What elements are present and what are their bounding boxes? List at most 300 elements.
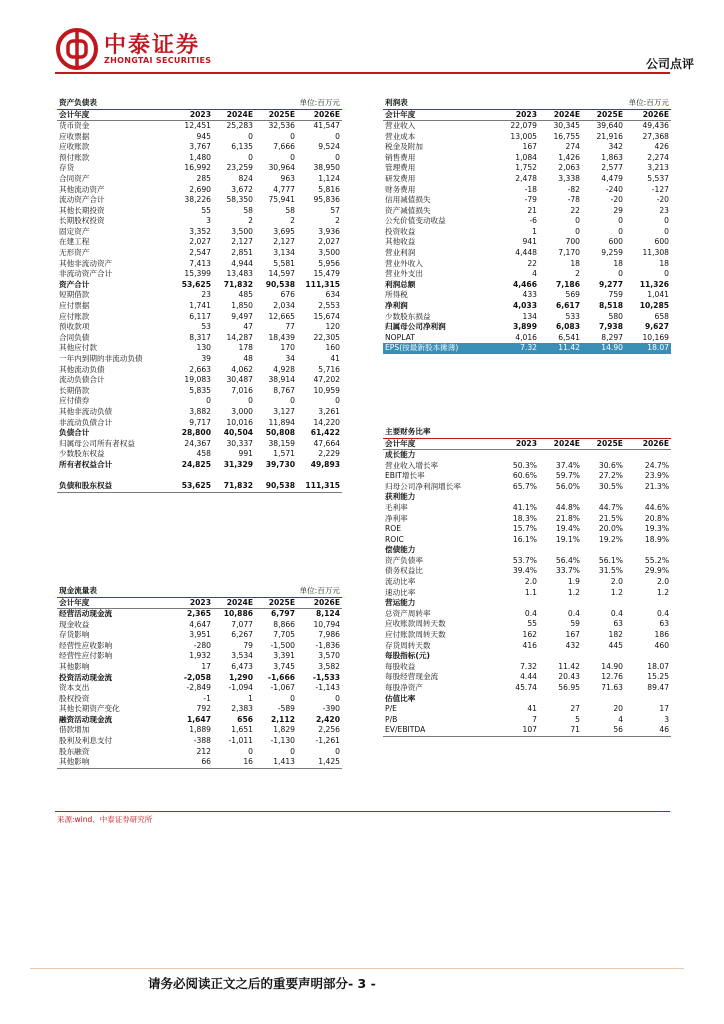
row-value: 23,259 [226,163,254,173]
table-row [383,216,671,227]
row-value: 3,134 [273,248,296,258]
row-value [213,471,255,482]
row-value: 3,899 [512,322,537,332]
row-value: 15.25 [647,672,670,682]
row-label: 现金收益 [59,619,90,629]
table-row [57,153,342,164]
row-value: 46 [625,725,671,736]
row-value: 2,027 [189,237,211,247]
table-title: 主要财务比率 [383,427,671,438]
row-label: ROIC [385,534,404,544]
row-value: 58 [285,205,296,215]
row-value: 2,420 [315,714,341,724]
row-value: 0 [575,216,581,226]
row-value: 44.7% [598,502,623,512]
row-value: 56.1% [598,555,623,565]
row-label: 股利及利息支付 [59,736,113,746]
row-value: 15.7% [512,524,537,534]
column-header: 会计年度 [57,109,169,121]
row-value: 1,425 [297,757,342,768]
row-value [625,545,671,556]
row-value: 30.6% [598,460,623,470]
row-label: 销售费用 [385,152,416,162]
row-value: 38,159 [268,438,296,448]
row-label: 流动资产合计 [59,195,105,205]
row-value: 37.4% [555,460,580,470]
row-value: -1,130 [270,736,296,746]
row-value: 4 [618,714,623,724]
row-value: 14,287 [226,332,254,342]
column-header: 2023 [495,109,539,121]
table-row [383,588,671,599]
table-row [383,322,671,333]
row-value: 3,261 [318,406,341,416]
row-value: 7,077 [231,619,254,629]
row-value: 32,536 [268,121,296,130]
source-divider [55,811,670,812]
row-label: 投资收益 [385,226,416,236]
row-label: 其他应付款 [59,343,97,353]
row-value: 2.0 [524,577,537,587]
row-value: 2,112 [270,714,296,724]
row-value [625,450,671,461]
table-row [57,354,342,365]
row-value: 13,483 [226,269,254,279]
row-label: 其他长期资产变化 [59,704,120,714]
row-value: 63 [659,619,670,629]
row-value [539,651,582,662]
table-title: 资产负债表 [57,98,255,109]
row-value: 16,992 [184,163,211,173]
row-label: 其他非流动资产 [59,258,113,268]
brand-name-en: ZHONGTAI SECURITIES [104,56,212,65]
row-label: 其他影响 [57,757,169,768]
table-row [57,672,342,683]
row-label: 非流动资产合计 [59,269,113,279]
row-value: 426 [654,142,670,152]
row-label: 流动负债合计 [59,375,105,385]
row-value: 7,666 [273,142,296,152]
table-row [57,471,342,482]
row-label: 归母公司净利润增长率 [385,481,461,491]
row-value: 59 [570,619,580,629]
row-value: 0 [618,226,624,236]
table-row [383,121,671,132]
row-value: 33.7% [555,566,580,576]
row-value: 21,916 [596,131,624,141]
row-label: 资产合计 [59,279,90,289]
row-value: 634 [325,290,341,300]
table-row [383,535,671,546]
table-row [57,396,342,407]
row-value: 9,497 [231,311,254,321]
row-label: 归属母公司所有者权益 [59,438,135,448]
row-value: 9,277 [598,279,624,289]
row-label: 合同负债 [59,332,90,342]
row-label: 资本支出 [59,683,90,693]
row-value: 17 [201,661,211,671]
row-value: 23 [201,290,211,300]
row-value: 186 [654,630,670,640]
row-value: 18 [659,258,670,268]
row-value: 3,936 [318,226,341,236]
row-value: 18.07 [625,343,671,354]
row-value [495,651,539,662]
row-value: 22,305 [313,332,341,342]
row-value: -280 [193,640,211,650]
table-unit: 单位:百万元 [255,98,342,109]
row-value: 0 [575,226,581,236]
row-value: 65.7% [512,481,537,491]
row-value: 29.9% [644,566,670,576]
row-value: 1,426 [558,152,581,162]
row-value: 1 [532,226,537,236]
row-label: 存货 [59,163,75,173]
row-value: 19,083 [184,375,211,385]
row-value: 71,832 [213,481,255,492]
page-header [0,0,724,80]
row-value: 18.9% [644,534,670,544]
row-label: 预付账款 [59,152,90,162]
row-value: 10,016 [226,417,254,427]
row-value: 71 [539,725,582,736]
row-value [625,694,671,705]
table-row [383,237,671,248]
row-value: 27,368 [642,131,670,141]
row-value: 1,651 [231,725,254,735]
row-label: 信用减值损失 [385,195,431,205]
table-row [383,132,671,143]
row-value: 3,352 [189,226,211,236]
row-value: 0 [290,693,296,703]
row-value: 6,541 [558,332,581,342]
row-value: 3,534 [231,651,254,661]
row-value: 3,338 [558,173,581,183]
table-row [383,259,671,270]
row-label: 短期借款 [59,290,90,300]
row-value: 59.7% [555,471,580,481]
row-value: 5,537 [647,173,670,183]
row-value: 2,256 [318,725,341,735]
row-value: 15,479 [313,269,341,279]
row-label: P/E [385,704,397,714]
table-row [383,513,671,524]
zhongtai-logo-icon [55,27,99,71]
row-value [582,492,625,503]
row-label: 长期借款 [59,385,90,395]
row-value: 3,672 [231,184,254,194]
row-value: 21.3% [644,481,670,491]
row-value: 433 [522,290,537,300]
row-value: 53,625 [169,481,213,492]
row-label: 获利能力 [385,492,416,502]
row-label: 经营性应收影响 [59,640,113,650]
row-value: 3 [206,216,211,226]
table-row [383,619,671,630]
row-value: 1.2 [610,587,623,597]
row-value: 2,690 [189,184,211,194]
row-value: 342 [608,142,624,152]
table-title-row [57,586,342,597]
row-value: 23 [659,205,670,215]
row-value: 4 [532,269,537,279]
table-row [57,312,342,323]
column-header: 2026E [297,109,342,121]
row-value: 533 [565,311,581,321]
row-value [297,471,342,482]
row-value: -1,500 [270,640,296,650]
table-row [57,641,342,652]
row-value: 0 [335,693,341,703]
row-value: 47,664 [313,438,341,448]
row-value: 6,797 [270,609,296,618]
table-header-row [57,109,342,121]
row-value: -240 [605,184,624,194]
table-row [383,461,671,472]
row-value: 0 [335,396,341,406]
table-row [57,662,342,673]
row-value: 7 [532,714,537,724]
row-value: 580 [608,311,624,321]
row-value: 3,951 [189,630,211,640]
row-label: 应付债券 [59,396,90,406]
row-value: 7,986 [318,630,341,640]
row-label: EV/EBITDA [383,725,495,736]
row-value: 3,570 [318,651,341,661]
row-value: -1,666 [267,672,296,682]
row-value: 58 [243,205,254,215]
row-label: 长期股权投资 [59,216,105,226]
row-value: 10,794 [313,619,341,629]
column-header: 2023 [495,438,539,450]
table-row [383,672,671,683]
row-value: 10,959 [313,385,341,395]
row-value: 18 [570,258,581,268]
table-title-row [383,427,671,438]
table-row [383,227,671,238]
row-value: 3,500 [231,226,254,236]
row-value: 5,956 [318,258,341,268]
row-value: 8,866 [273,619,296,629]
row-value: 285 [196,173,211,183]
row-value: 107 [495,725,539,736]
row-value: -2,058 [183,672,211,682]
row-label: 应收账款周转天数 [385,619,446,629]
row-value: 77 [285,322,296,332]
table-title: 现金流量表 [57,586,255,597]
row-label: 研发费用 [385,173,416,183]
table-row [383,471,671,482]
row-label: 归属母公司净利润 [385,322,446,332]
row-value: 38,914 [268,375,296,385]
row-value: 15,399 [184,269,211,279]
row-value: 8,518 [598,301,624,311]
row-value: 416 [522,640,537,650]
row-value: 941 [522,237,537,247]
row-value: 0 [248,152,254,162]
table-header-row [383,438,671,450]
footer-divider [30,968,684,969]
row-value: 57 [330,205,341,215]
row-value: 11.42 [558,661,580,671]
row-value: 0 [335,131,341,141]
row-value: -1,067 [270,683,296,693]
row-label: 总资产周转率 [385,608,431,618]
row-value: 5 [575,714,580,724]
row-value: 6,083 [555,322,581,332]
table-row [57,121,342,132]
column-header: 2026E [297,597,342,609]
table-row [57,620,342,631]
row-value: 167 [522,142,537,152]
row-label: 债务权益比 [385,566,423,576]
table-row [57,428,342,439]
table-row [57,269,342,280]
row-label: 应付票据 [59,301,90,311]
row-value: 47 [243,322,254,332]
row-value: 20 [613,704,623,714]
row-value: 0 [206,396,211,406]
row-value: 0.4 [610,608,623,618]
row-value: 0.4 [656,608,670,618]
table-row [57,237,342,248]
row-value: 11,308 [642,248,670,258]
row-value: 1,647 [186,714,211,724]
row-value: 4,928 [273,364,296,374]
row-value: 55 [201,205,211,215]
row-value: 3,500 [318,248,341,258]
table-row [57,694,342,705]
row-value: 8,317 [189,332,211,342]
table-row [383,163,671,174]
row-value: 0 [335,152,341,162]
row-value: 1,084 [515,152,537,162]
row-value: 3,582 [318,661,341,671]
row-label: 财务费用 [385,184,416,194]
row-value: 58,350 [226,195,254,205]
row-value: 6,267 [231,630,254,640]
row-value: -78 [567,195,581,205]
row-label [57,471,169,482]
row-label: 存货影响 [59,630,90,640]
table-row [383,725,671,736]
table-row [383,651,671,662]
row-label: 成长能力 [385,450,416,459]
table-row [383,301,671,312]
source-note: 来源:wind、中泰证券研究所 [57,815,153,824]
row-value: 10,285 [639,301,670,311]
row-value: 7,186 [555,279,581,289]
row-value [495,450,539,461]
row-value: 14.90 [582,343,625,354]
row-value: 0 [248,746,254,756]
table-row [57,132,342,143]
row-value: 3,882 [189,406,211,416]
table-row [383,630,671,641]
row-value: 5,816 [318,184,341,194]
row-value: 1,571 [273,449,296,459]
row-label: 每股经营现金流 [385,672,439,682]
row-label: 其他收益 [385,237,416,247]
row-value: 111,315 [297,481,342,492]
row-value: 5,581 [273,258,296,268]
row-value: 3,695 [273,226,296,236]
row-value: 1,829 [273,725,296,735]
row-value: 2.0 [610,577,623,587]
table-row [57,651,342,662]
row-value: 13,005 [510,131,537,141]
header-divider [55,72,670,74]
row-value: 1.9 [567,577,580,587]
row-value: 6,473 [231,661,254,671]
row-label: 每股指标(元) [385,651,430,661]
table-title: 利润表 [383,98,582,109]
table-row [383,503,671,514]
row-label: 少数股东损益 [385,311,431,321]
row-value: 600 [608,237,624,247]
table-title-row [57,98,342,109]
row-label: 投资活动现金流 [59,672,113,682]
table-row [383,206,671,217]
row-value: 1,932 [189,651,211,661]
row-value: 11,894 [268,417,296,427]
row-value: 0 [290,746,296,756]
row-label: 应收账款 [59,142,90,152]
column-header: 2023 [169,597,213,609]
row-value: 56 [582,725,625,736]
row-value: 7,705 [273,630,296,640]
row-value: 2 [290,216,296,226]
row-value: 49,893 [310,459,341,469]
column-header: 2024E [539,438,582,450]
table-row [57,481,342,492]
row-value: 89.47 [647,683,670,693]
row-value: 2 [335,216,341,226]
table-row [383,174,671,185]
row-value: 28,800 [181,428,211,438]
row-label: 偿债能力 [385,545,416,555]
row-value: 39,730 [265,459,296,469]
row-value: 3,767 [189,142,211,152]
table-row [57,630,342,641]
row-value: 2.0 [656,577,670,587]
row-value: 0 [290,131,296,141]
row-value: -1,836 [315,640,341,650]
row-value: 3 [664,714,670,724]
financial-ratios-table [383,427,671,737]
table-row [57,216,342,227]
row-value [495,598,539,609]
row-label: 所得税 [385,290,408,300]
row-label: 资产减值损失 [385,205,431,215]
row-value [539,450,582,461]
row-value: 10,169 [642,332,670,342]
table-row [383,545,671,556]
row-value: -20 [656,195,670,205]
row-value: 0 [618,269,624,279]
table-row [57,725,342,736]
row-value: 48 [243,354,254,364]
row-label: 营业外收入 [385,258,423,268]
cash-flow-table [57,586,342,769]
row-value [169,471,213,482]
row-label: 所有者权益合计 [59,459,113,469]
row-value: 71,832 [223,279,254,289]
row-label: 非流动负债合计 [59,417,113,427]
row-value: 1,413 [255,757,297,768]
row-value: -2,849 [186,683,211,693]
row-value: 61,422 [310,428,341,438]
